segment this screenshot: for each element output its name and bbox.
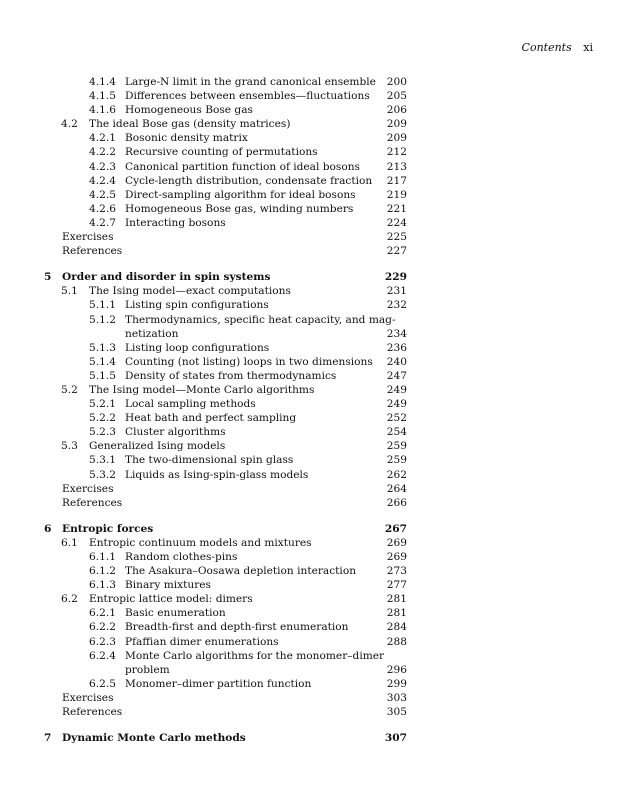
- toc-entry-subsection[interactable]: [0, 216, 631, 230]
- toc-entry-page-number: 200: [386, 76, 407, 88]
- toc-entry-title: The Ising model—Monte Carlo algorithms: [89, 383, 315, 396]
- running-head: [522, 42, 593, 54]
- toc-entry-section[interactable]: [0, 284, 631, 298]
- toc-entry-number: 5.3: [61, 440, 78, 453]
- toc-entry-page-number: 296: [386, 663, 407, 676]
- toc-entry-subsection[interactable]: [0, 188, 631, 202]
- toc-entry-plain[interactable]: [0, 230, 631, 244]
- toc-entry-number: 5: [44, 271, 52, 284]
- toc-entry-page-number: 303: [386, 691, 407, 704]
- toc-entry-subsection[interactable]: [0, 202, 631, 216]
- toc-entry-page-number: 209: [386, 132, 407, 145]
- toc-entry-title: Monte Carlo algorithms for the monomer–dimer: [125, 649, 385, 662]
- toc-entry-chapter[interactable]: [0, 270, 631, 284]
- toc-entry-title: Large-N limit in the grand canonical ensemble: [125, 76, 376, 88]
- toc-entry-page-number: 259: [386, 454, 407, 467]
- toc-entry-title: Bosonic density matrix: [125, 132, 248, 145]
- toc-entry-page-number: 232: [386, 299, 407, 312]
- toc-entry-subsection[interactable]: [0, 89, 631, 103]
- toc-entry-continuation[interactable]: [0, 663, 631, 677]
- toc-entry-title: Listing spin configurations: [125, 299, 269, 312]
- toc-entry-page-number: 252: [386, 412, 407, 425]
- toc-entry-page-number: 259: [386, 440, 407, 453]
- toc-entry-page-number: 206: [386, 104, 407, 117]
- toc-entry-page-number: 249: [386, 398, 407, 411]
- toc-entry-section[interactable]: [0, 592, 631, 606]
- toc-entry-subsection[interactable]: [0, 369, 631, 383]
- toc-entry-number: 7: [44, 732, 52, 745]
- toc-entry-subsection[interactable]: [0, 145, 631, 159]
- toc-entry-number: 4.1.5: [89, 90, 116, 103]
- toc-entry-number: 4.2.4: [89, 174, 116, 187]
- toc-entry-subsection[interactable]: [0, 397, 631, 411]
- toc-entry-subsection[interactable]: [0, 103, 631, 117]
- toc-entry-page-number: 266: [386, 496, 407, 509]
- toc-entry-subsection[interactable]: [0, 131, 631, 145]
- toc-entry-title: Exercises: [62, 231, 114, 244]
- toc-entry-title: Recursive counting of permutations: [125, 146, 318, 159]
- toc-entry-page-number: 262: [386, 468, 407, 481]
- toc-entry-page-number: 307: [384, 732, 407, 745]
- toc-entry-page-number: 240: [386, 355, 407, 368]
- toc-entry-page-number: 221: [386, 202, 407, 215]
- toc-entry-subsection[interactable]: [0, 564, 631, 578]
- toc-entry-page-number: 281: [386, 593, 407, 606]
- toc-entry-number: 5.3.2: [89, 468, 116, 481]
- toc-entry-title: Direct-sampling algorithm for ideal bosons: [125, 188, 356, 201]
- toc-entry-number: 6.2: [61, 593, 78, 606]
- toc-entry-page-number: 227: [386, 245, 407, 258]
- toc-entry-number: 6.2.3: [89, 635, 116, 648]
- toc-entry-title: Exercises: [62, 482, 114, 495]
- toc-entry-page-number: 281: [386, 607, 407, 620]
- toc-entry-page-number: 247: [386, 369, 407, 382]
- toc-entry-number: 4.2.3: [89, 160, 116, 173]
- toc-entry-section[interactable]: [0, 383, 631, 397]
- toc-entry-title: Homogeneous Bose gas, winding numbers: [125, 202, 354, 215]
- toc-entry-plain[interactable]: [0, 482, 631, 496]
- toc-entry-page-number: 305: [386, 706, 407, 719]
- toc-entry-title: Entropic lattice model: dimers: [89, 593, 253, 606]
- toc-entry-plain[interactable]: [0, 244, 631, 258]
- toc-entry-number: 6.1.1: [89, 551, 116, 563]
- toc-entry-number: 4.2.6: [89, 202, 116, 215]
- toc-entry-number: 5.1.2: [89, 313, 116, 326]
- toc-entry-subsection[interactable]: [0, 550, 631, 564]
- toc-entry-page-number: 229: [384, 271, 407, 284]
- toc-entry-number: 5.1: [61, 285, 78, 298]
- toc-entry-title: Thermodynamics, specific heat capacity, and mag-: [125, 313, 396, 326]
- toc-entry-page-number: 299: [386, 677, 407, 690]
- toc-entry-page-number: 212: [386, 146, 407, 159]
- toc-entry-page-number: 273: [386, 565, 407, 578]
- toc-entry-plain[interactable]: [0, 705, 631, 719]
- toc-entry-subsection[interactable]: [0, 635, 631, 649]
- toc-entry-title: Monomer–dimer partition function: [125, 677, 312, 690]
- toc-entry-title: Counting (not listing) loops in two dimensions: [125, 355, 373, 368]
- toc-entry-subsection[interactable]: [0, 313, 631, 327]
- toc-entry-title: Homogeneous Bose gas: [125, 104, 253, 117]
- toc-entry-number: 6.2.4: [89, 649, 116, 662]
- toc-entry-number: 4.1.6: [89, 104, 116, 117]
- toc-entry-title: Random clothes-pins: [125, 551, 238, 563]
- toc-entry-page-number: 284: [386, 621, 407, 634]
- toc-entry-section[interactable]: [0, 117, 631, 131]
- toc-entry-title: Local sampling methods: [125, 398, 256, 411]
- toc-entry-number: 4.2.2: [89, 146, 116, 159]
- toc-entry-title: netization: [125, 327, 179, 340]
- toc-entry-subsection[interactable]: [0, 425, 631, 439]
- toc-entry-number: 6.2.5: [89, 677, 116, 690]
- toc-entry-page-number: 264: [386, 482, 407, 495]
- toc-entry-chapter[interactable]: [0, 522, 631, 536]
- toc-entry-number: 6.1.2: [89, 565, 116, 578]
- toc-entry-subsection[interactable]: [0, 341, 631, 355]
- toc-entry-number: 5.2.3: [89, 426, 116, 439]
- running-head-page-number: xi: [583, 41, 593, 54]
- toc-entry-title: Order and disorder in spin systems: [62, 271, 271, 284]
- toc-entry-number: 6.2.1: [89, 607, 116, 620]
- toc-entry-title: Listing loop configurations: [125, 341, 270, 354]
- toc-entry-page-number: 224: [386, 216, 407, 229]
- toc-entry-title: Entropic forces: [62, 522, 154, 535]
- toc-entry-number: 5.1.4: [89, 355, 116, 368]
- toc-entry-number: 6.1: [61, 536, 78, 549]
- toc-entry-number: 6.2.2: [89, 621, 116, 634]
- toc-entry-page-number: 234: [386, 327, 407, 340]
- toc-entry-number: 4.2.7: [89, 216, 116, 229]
- toc-entry-section[interactable]: [0, 536, 631, 550]
- toc-entry-number: 4.2.5: [89, 188, 116, 201]
- toc-entry-title: Heat bath and perfect sampling: [125, 412, 297, 425]
- toc-entry-title: Cluster algorithms: [125, 426, 226, 439]
- toc-entry-subsection[interactable]: [0, 677, 631, 691]
- toc-entry-subsection[interactable]: [0, 649, 631, 663]
- toc-entry-page-number: 267: [384, 522, 407, 535]
- toc-entry-page-number: 254: [386, 426, 407, 439]
- toc-entry-title: The ideal Bose gas (density matrices): [89, 118, 291, 131]
- toc-entry-page-number: 249: [386, 383, 407, 396]
- toc-entry-number: 6.1.3: [89, 579, 116, 592]
- toc-entry-number: 4.2: [61, 118, 78, 131]
- table-of-contents: [0, 75, 631, 745]
- toc-entry-title: Differences between ensembles—fluctuations: [125, 90, 370, 103]
- toc-entry-title: Breadth-first and depth-first enumeration: [125, 621, 349, 634]
- toc-entry-page-number: 236: [386, 341, 407, 354]
- toc-entry-title: References: [62, 496, 123, 509]
- toc-entry-page-number: 269: [386, 551, 407, 563]
- toc-entry-plain[interactable]: [0, 496, 631, 510]
- toc-entry-title: problem: [125, 663, 170, 676]
- toc-entry-number: 4.1.4: [89, 76, 116, 88]
- toc-entry-subsection[interactable]: [0, 453, 631, 467]
- toc-entry-title: Cycle-length distribution, condensate fraction: [125, 174, 373, 187]
- toc-entry-subsection[interactable]: [0, 174, 631, 188]
- toc-entry-section[interactable]: [0, 439, 631, 453]
- toc-entry-title: Exercises: [62, 691, 114, 704]
- toc-entry-subsection[interactable]: [0, 606, 631, 620]
- toc-entry-page-number: 219: [386, 188, 407, 201]
- toc-entry-title: The Ising model—exact computations: [89, 285, 291, 298]
- toc-entry-title: Liquids as Ising-spin-glass models: [125, 468, 309, 481]
- toc-entry-subsection[interactable]: [0, 620, 631, 634]
- toc-entry-subsection[interactable]: [0, 578, 631, 592]
- toc-entry-title: Generalized Ising models: [89, 440, 226, 453]
- toc-entry-page-number: 231: [386, 285, 407, 298]
- toc-entry-chapter[interactable]: [0, 731, 631, 745]
- toc-entry-page-number: 277: [386, 579, 407, 592]
- toc-entry-plain[interactable]: [0, 691, 631, 705]
- toc-entry-number: 5.1.5: [89, 369, 116, 382]
- toc-entry-page-number: 205: [386, 90, 407, 103]
- toc-entry-page-number: 225: [386, 231, 407, 244]
- toc-entry-continuation[interactable]: [0, 327, 631, 341]
- toc-entry-subsection[interactable]: [0, 411, 631, 425]
- toc-entry-page-number: 209: [386, 118, 407, 131]
- toc-entry-title: Density of states from thermodynamics: [125, 369, 337, 382]
- toc-entry-title: Interacting bosons: [125, 216, 226, 229]
- toc-entry-subsection[interactable]: [0, 160, 631, 174]
- toc-entry-title: Entropic continuum models and mixtures: [89, 536, 312, 549]
- toc-entry-page-number: 213: [386, 160, 407, 173]
- toc-entry-title: Basic enumeration: [125, 607, 226, 620]
- toc-entry-title: References: [62, 245, 123, 258]
- toc-entry-page-number: 217: [386, 174, 407, 187]
- toc-entry-title: The Asakura–Oosawa depletion interaction: [125, 565, 357, 578]
- toc-entry-title: Canonical partition function of ideal bosons: [125, 160, 360, 173]
- toc-entry-title: Dynamic Monte Carlo methods: [62, 732, 246, 745]
- toc-entry-subsection[interactable]: [0, 75, 631, 89]
- toc-entry-subsection[interactable]: [0, 298, 631, 312]
- toc-entry-number: 5.2.1: [89, 398, 116, 411]
- running-head-title: Contents: [521, 41, 572, 54]
- toc-entry-page-number: 269: [386, 536, 407, 549]
- toc-entry-number: 5.2.2: [89, 412, 116, 425]
- toc-entry-subsection[interactable]: [0, 468, 631, 482]
- toc-entry-number: 5.1.3: [89, 341, 116, 354]
- toc-entry-title: References: [62, 706, 123, 719]
- toc-entry-number: 5.3.1: [89, 454, 116, 467]
- toc-entry-subsection[interactable]: [0, 355, 631, 369]
- toc-entry-number: 4.2.1: [89, 132, 116, 145]
- toc-entry-page-number: 288: [386, 635, 407, 648]
- toc-entry-title: The two-dimensional spin glass: [125, 454, 294, 467]
- toc-entry-number: 5.2: [61, 383, 78, 396]
- toc-entry-title: Pfaffian dimer enumerations: [125, 635, 279, 648]
- toc-entry-number: 5.1.1: [89, 299, 116, 312]
- toc-entry-title: Binary mixtures: [125, 579, 211, 592]
- toc-entry-number: 6: [44, 522, 52, 535]
